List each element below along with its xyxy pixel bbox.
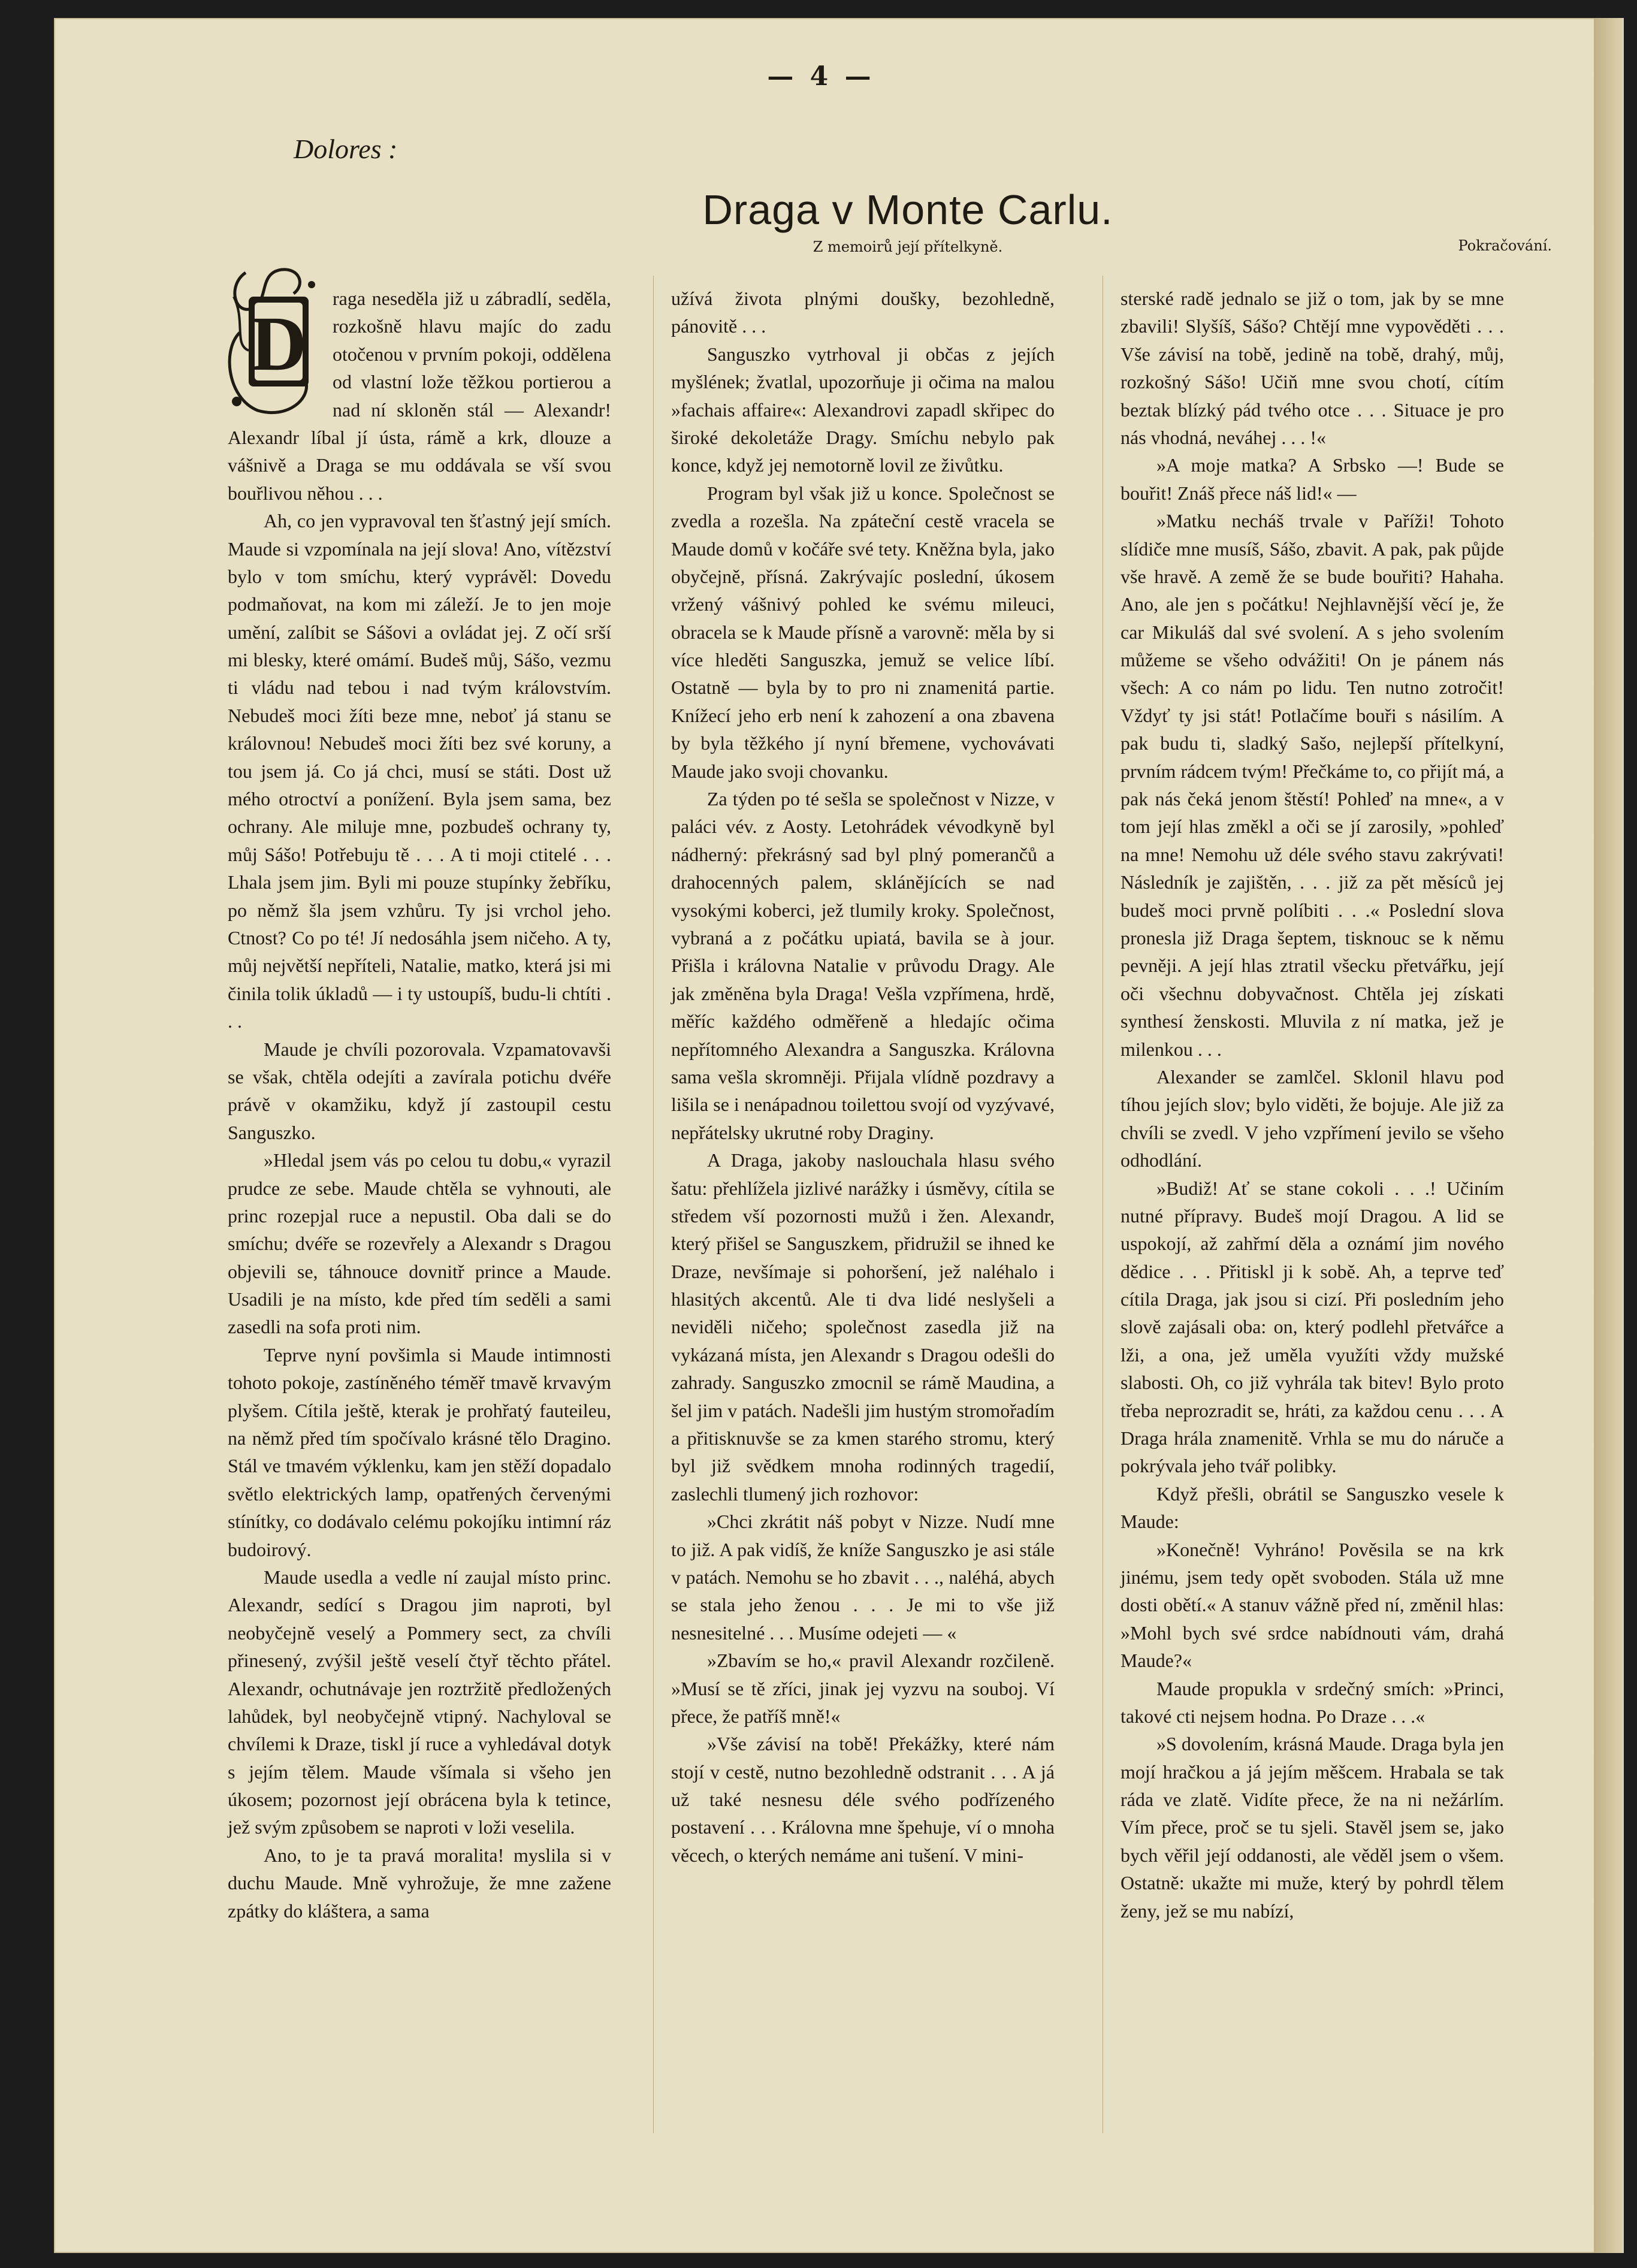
- paragraph: »Konečně! Vyhráno! Pověsila se na krk jinému, jsem tedy opět svoboden. Stála už mne dosti obětí.« A stanuv vážně před ní, změnil hlas: »Mohl bych své srdce nabídnouti vám, drahá Maude?«: [1120, 1538, 1504, 1672]
- ornamental-initial-icon: [222, 261, 321, 422]
- paragraph: Program byl však již u konce. Společnost se zvedla a rozešla. Na zpáteční cestě vracela se Maude domů v kočáře své tety. Kněžna byla, jako obyčejně, přísná. Zakrývajíc poslední, úkosem vržený vášnivý pohled ke svému mileuci, obracela se k Maude přísně a varovně: měla by si více hleděti Sanguszka, jemuž se velice líbí. Ostatně — byla by to pro ni znamenitá partie. Knížecí jeho erb není k zahození a ona zbavena by byla těžkého jí nyní břemene, vychovávati Maude jako svoji chovanku.: [671, 482, 1055, 782]
- paragraph: Maude usedla a vedle ní zaujal místo princ. Alexandr, sedící s Dragou jim naproti, byl neobyčejně veselý a Pommery sect, za chvíli přinesený, zvýšil ještě veselí čtyř těchto přátel. Alexandr, ochutnávaje jen roztržitě předložených lahůdek, byl neobyčejně vtipný. Nachyloval se chvílemi k Draze, tiskl jí ruce a vyhledával dotyk s jejím tělem. Maude všímala si všeho jen úkosem; pozornost její obrácena byla k tetince, jež svým způsobem se naproti v loži veselila.: [228, 1566, 611, 1838]
- paragraph: Ano, to je ta pravá moralita! myslila si v duchu Maude. Mně vyhrožuje, že mne zažene zpátky do kláštera, a sama: [228, 1844, 611, 1922]
- paragraph: Teprve nyní povšimla si Maude intimnosti tohoto pokoje, zastíněného téměř tmavě krvavým plyšem. Cítila ještě, kterak je prohřatý fauteileu, na němž před tím spočívalo krásné tělo Dragino. Stál ve tmavém výklenku, kam jen stěží dopadalo světlo elektrických lamp, opatřených červenými stínítky, co dodávalo celému pokojíku intimní ráz budoirový.: [228, 1343, 611, 1560]
- continued-label: Pokračování.: [1458, 237, 1552, 254]
- paragraph: raga neseděla již u zábradlí, seděla, rozkošně hlavu majíc do zadu otočenou v prvním pokoji, oddělena od vlastní lože těžkou portierou a nad ní skloněn stál — Alexandr! Alexandr líbal jí ústa, rámě a krk, dlouze a vášnivě a Draga se mu oddávala se vší svou bouřlivou něhou . . .: [228, 288, 611, 504]
- paragraph: Ah, co jen vypravoval ten šťastný její smích. Maude si vzpomínala na její slova! Ano, vítězství bylo v tom smíchu, který vyprávěl: Dovedu podmaňovat, na kom mi záleží. Je to jen moje umění, zalíbit se Sášovi a ovládat jej. Z očí srší mi blesky, které omámí. Budeš můj, Sášo, vezmu ti vládu nad tebou i nad tvým královstvím. Nebudeš moci žíti beze mne, neboť já stanu se královnou! Nebudeš moci žíti bez své koruny, a tou jsem já. Co já chci, musí se státi. Dost už mého otroctví a ponížení. Byla jsem sama, bez ochrany. Ale miluje mne, pozbudeš ochrany ty, můj Sášo! Potřebuju tě . . . A ti moji ctitelé . . . Lhala jsem jim. Byli mi pouze stupínky žebříku, po němž šla jsem vzhůru. Ty jsi vrchol jeho. Ctnost? Co po té! Jí nedosáhla jsem ničeho. A ty, můj největší nepříteli, Natalie, matko, která jsi mi činila tolik úkladů — i ty ustoupíš, budu-li chtíti . . .: [228, 510, 611, 1032]
- paragraph: Za týden po té sešla se společnost v Nizze, v paláci vév. z Aosty. Letohrádek vévodkyně byl nádherný: překrásný sad byl plný pomerančů a drahocenných palem, sklánějících se nad vysokými koberci, jež tlumily kroky. Společnost, vybraná a z počátku upiatá, bavila se à jour. Přišla i královna Natalie v průvodu Dragy. Ale jak změněna byla Draga! Vešla vzpřímena, hrdě, měříc každého odměřeně a hledajíc očima nepřítomného Alexandra a Sanguszka. Královna sama vešla skromněji. Přijala vlídně pozdravy a lišila se i nenápadnou toilettou svojí od vyzývavé, nepřátelsky ukrutné roby Draginy.: [671, 788, 1055, 1143]
- paragraph: »Chci zkrátit náš pobyt v Nizze. Nudí mne to již. A pak vidíš, že kníže Sanguszko je asi stále v patách. Nemohu se ho zbavit . . ., naléhá, abych se stala jeho ženou . . . Je mi to vše již nesnesitelné . . . Musíme odejeti — «: [671, 1511, 1055, 1644]
- paragraph: Maude je chvíli pozorovala. Vzpamatovavši se však, chtěla odejíti a zavírala potichu dvéře právě v okamžiku, když jí zastoupil cestu Sanguszko.: [228, 1038, 611, 1143]
- column-divider: [653, 276, 654, 2133]
- article-title: Draga v Monte Carlu.: [702, 186, 1113, 233]
- paragraph: Alexander se zamlčel. Sklonil hlavu pod tíhou jejích slov; bylo viděti, že bojuje. Ale již za chvíli se zvedl. V jeho vzpřímení jevilo se všeho odhodlání.: [1120, 1065, 1504, 1171]
- paragraph: Sanguszko vytrhoval ji občas z jejích myšlének; žvatlal, upozorňuje ji očima na malou »fachais affaire«: Alexandrovi zapadl skřipec do široké dekoletáže Dragy. Smíchu nebylo pak konce, když jej nemotorně lovil ze živůtku.: [671, 343, 1055, 476]
- page-edge: [1594, 18, 1624, 2253]
- newspaper-page: [54, 18, 1624, 2253]
- paragraph: »Zbavím se ho,« pravil Alexandr rozčileně. »Musí se tě zříci, jinak jej vyzvu na souboj. Ví přece, že patříš mně!«: [671, 1650, 1055, 1727]
- paragraph: »Hledal jsem vás po celou tu dobu,« vyrazil prudce ze sebe. Maude chtěla se vyhnouti, ale princ rozepjal ruce a nepustil. Oba dali se do smíchu; dvéře se rozevřely a Alexandr s Dragou objevili se, táhnouce dovnitř prince a Maude. Usadili je na místo, kde před tím seděli a sami zasedli na sofa proti nim.: [228, 1149, 611, 1338]
- article-subtitle: Z memoirů její přítelkyně.: [813, 238, 1003, 255]
- paragraph: užívá života plnými doušky, bezohledně, pánovitě . . .: [671, 288, 1055, 337]
- paragraph: A Draga, jakoby naslouchala hlasu svého šatu: přehlížela jizlivé narážky i úsměvy, cítila se středem vší pozornosti mužů i žen. Alexandr, který přišel se Sanguszkem, přidružil se ihned ke Draze, nevšímaje si pohoršení, jež naléhalo i hlasitých akcentů. Ale ti dva lidé neslyšeli a neviděli ničeho; společnost zasedla již na vykázaná místa, jen Alexandr s Dragou odešli do zahrady. Sanguszko zmocnil se rámě Maudina, a šel jim v patách. Nadešli jim hustým stromořadím a přitisknuvše se za kmen starého stromu, který byl již svědkem mnoha rodinných tragedií, zaslechli tlumený jich rozhovor:: [671, 1149, 1055, 1505]
- paragraph: »Vše závisí na tobě! Překážky, které nám stojí v cestě, nutno bezohledně odstranit . . . A já už také nesnesu déle svého podřízeného postavení . . . Královna mne špehuje, ví o mnoha věcech, o kterých nemáme ani tušení. V mini-: [671, 1733, 1055, 1866]
- paragraph: sterské radě jednalo se již o tom, jak by se mne zbavili! Slyšíš, Sášo? Chtějí mne vypověděti . . . Vše závisí na tobě, jedině na tobě, drahý, můj, rozkošný Sášo! Učiň mne svou chotí, cítím beztak blízký pád tvého otce . . . Situace je pro nás vhodná, neváhej . . . !«: [1120, 288, 1504, 448]
- paragraph: Maude propukla v srdečný smích: »Princi, takové cti nejsem hodna. Po Draze . . .«: [1120, 1677, 1504, 1727]
- paragraph: Když přešli, obrátil se Sanguszko vesele k Maude:: [1120, 1482, 1504, 1533]
- text-column-3: [1120, 285, 1504, 1925]
- paragraph: »Matku necháš trvale v Paříži! Tohoto slídiče mne musíš, Sášo, zbavit. A pak, pak půjde vše hravě. A země že se bude bouřiti? Hahaha. Ano, ale jen s počátku! Nejhlavnější věcí je, že car Mikuláš dal své svolení. A s jeho svolením můžeme se všeho odvážiti! On je pánem nás všech: A co nám po lidu. Ten nutno zotročit! Vždyť ty jsi stát! Potlačíme bouři s násilím. A pak budu ti, sladký Sašo, nejlepší přítelkyní, prvním rádcem tvým! Přečkáme to, co přijít má, a pak nás čeká jenom štěstí! Pohleď na mne«, a v tom její hlas změkl a oči se jí zarosily, »pohleď na mne! Nemohu už déle svého stavu zakrývati! Následník je zajištěn, . . . již za pět měsíců jej budeš moci prvně políbiti . . .« Poslední slova pronesla již Draga šeptem, tisknouc se k němu pevněji. A její hlas ztratil všecku přetvářku, její oči všechnu dobyvačnost. Chtěla jej získati synthesí ženskosti. Mluvila z ní matka, jež je milenkou . . .: [1120, 510, 1504, 1060]
- dropcap-letter: D: [250, 301, 307, 387]
- text-column-2: [671, 285, 1055, 1869]
- page-number: — 4 —: [767, 61, 875, 92]
- author-name: Dolores :: [294, 134, 398, 164]
- paragraph: »A moje matka? A Srbsko —! Bude se bouřit! Znáš přece náš lid!« —: [1120, 454, 1504, 504]
- text-column-1: [228, 285, 611, 1925]
- paragraph: »S dovolením, krásná Maude. Draga byla jen mojí hračkou a já jejím měšcem. Hrabala se tak ráda ve zlatě. Vidíte přece, že na ni nežárlím. Vím přece, proč se tu sjeli. Stavěl jsem se, jako bych věřil její oddanosti, ale věděl jsem o všem. Ostatně: ukažte mi muže, který by pohrdl tělem ženy, jež se mu nabízí,: [1120, 1733, 1504, 1922]
- paragraph: »Budiž! Ať se stane cokoli . . .! Učiním nutné přípravy. Budeš mojí Dragou. A lid se uspokojí, až zahřmí děla a oznámí jim nového dědice . . . Přitiskl ji k sobě. Ah, a teprve teď cítila Draga, jak jsou si cizí. Při posledním jeho slově zajásali oba: on, který podlehl přetvářce a lži, a ona, jež uměla využíti vždy mužské slabosti. Oh, co již vyhrála tak bitev! Bylo proto třeba neprozradit se, hráti, za každou cenu . . . A Draga hrála znamenitě. Vrhla se mu do náruče a pokrývala jeho tvář polibky.: [1120, 1177, 1504, 1477]
